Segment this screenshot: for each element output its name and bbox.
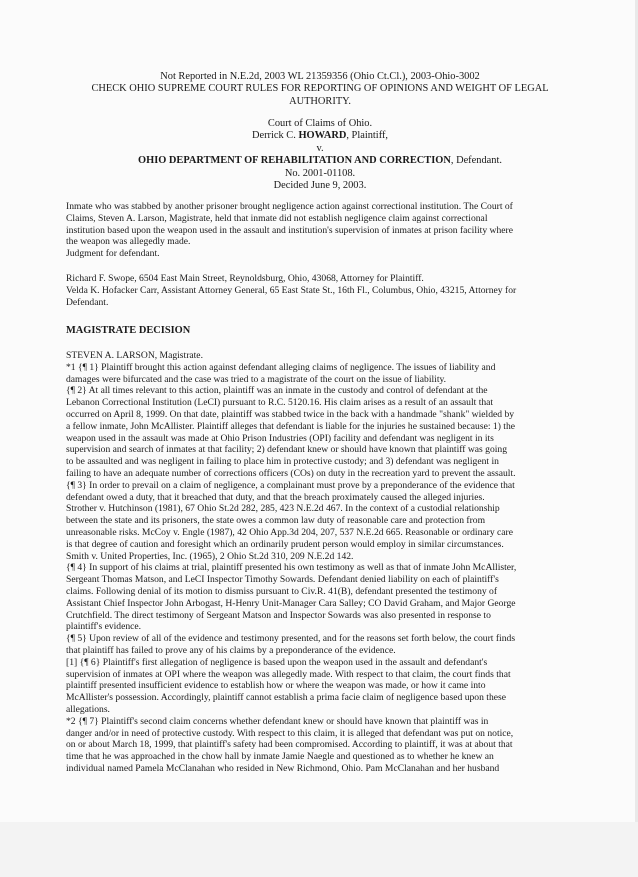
opinion-line: {¶ 5} Upon review of all of the evidence and testimony presented, and for the reasons set forth below, the court finds xyxy=(66,633,516,645)
summary-line: Judgment for defendant. xyxy=(66,248,160,260)
opinion-line: {¶ 2} At all times relevant to this action, plaintiff was an inmate in the custody and control of defendant at the xyxy=(66,385,488,397)
opinion-line: a fellow inmate, John McAllister. Plaintiff alleges that defendant is liable for the injuries he sustained because: 1) the xyxy=(66,420,516,432)
summary-line: Claims, Steven A. Larson, Magistrate, held that inmate did not establish negligence claim against correctional xyxy=(66,212,488,224)
opinion-line: plaintiff presented insufficient evidence to establish how or where the weapon was made, or how it came into xyxy=(66,680,486,692)
opinion-line: Assistant Chief Inspector John Arbogast, H-Henry Unit-Manager Cara Salley; CO David Graham, and Major George xyxy=(66,597,516,609)
opinion-line: between the state and its prisoners, the state owes a common law duty of reasonable care and protection from xyxy=(66,515,486,527)
plaintiff-name: HOWARD xyxy=(298,130,347,142)
summary-line: institution based upon the weapon used in the assault and institution's supervision of inmates at prison facility where xyxy=(66,224,513,236)
plaintiff-line xyxy=(60,130,580,142)
opinion-line: STEVEN A. LARSON, Magistrate. xyxy=(66,350,203,361)
section-heading: MAGISTRATE DECISION xyxy=(66,325,191,336)
opinion-line: Lebanon Correctional Institution (LeCI) pursuant to R.C. 5120.16. His claim arises as a result of an assault that xyxy=(66,397,494,409)
summary-line: the weapon was allegedly made. xyxy=(66,236,191,248)
opinion-line: Strother v. Hutchinson (1981), 67 Ohio St.2d 282, 285, 423 N.E.2d 467. In the context of a custodial relationship xyxy=(66,503,500,515)
opinion-line: McAllister's possession. Accordingly, plaintiff cannot establish a prima facie claim of negligence based upon these xyxy=(66,692,506,704)
blank-page-bottom xyxy=(0,822,638,877)
opinion-line: damages were bifurcated and the case was tried to a magistrate of the court on the issue of liability. xyxy=(66,373,447,385)
opinion-line: supervision and search of inmates at that facility; 2) defendant knew or should have known that plaintiff was going xyxy=(66,444,508,456)
opinion-line: occurred on April 8, 1999. On that date, plaintiff was stabbed twice in the back with a handmade "shank" wielded by xyxy=(66,408,515,420)
attorney-line: Richard F. Swope, 6504 East Main Street, Reynoldsburg, Ohio, 43068, Attorney for Plaintiff. xyxy=(66,273,424,284)
decision-date: Decided June 9, 2003. xyxy=(273,180,367,192)
opinion-line: individual named Pamela McClanahan who resided in New Richmond, Ohio. Pam McClanahan and her husband xyxy=(66,762,500,774)
opinion-line: *2 {¶ 7} Plaintiff's second claim concerns whether defendant knew or should have known that plaintiff was in xyxy=(66,715,489,727)
attorneys-block xyxy=(66,273,554,308)
opinion-line: unreasonable risks. McCoy v. Engle (1987), 42 Ohio App.3d 204, 207, 537 N.E.2d 665. Reasonable or ordinary care xyxy=(66,526,513,538)
reporter-header xyxy=(60,71,580,108)
opinion-line: supervision of inmates at OPI where the weapon was allegedly made. With respect to that claim, the court finds that xyxy=(66,668,511,680)
opinion-line: claims. Following denial of its motion to dismiss pursuant to Civ.R. 41(B), defendant presented the testimony of xyxy=(66,585,498,597)
opinion-line: failing to have an adequate number of corrections officers (COs) on duty in the recreation yard to prevent the assault. xyxy=(66,467,516,479)
reporting-warning-line-1: CHECK OHIO SUPREME COURT RULES FOR REPORTING OF OPINIONS AND WEIGHT OF LEGAL xyxy=(91,83,549,95)
defendant-line xyxy=(60,155,580,167)
opinion-line: Smith v. United Properties, Inc. (1965), 2 Ohio St.2d 310, 209 N.E.2d 142. xyxy=(66,550,354,562)
case-summary xyxy=(66,201,554,260)
opinion-line: plaintiff's evidence. xyxy=(66,621,142,633)
attorney-line: Velda K. Hofacker Carr, Assistant Attorney General, 65 East State St., 16th Fl., Columbus, Ohio, 43215, Attorney for xyxy=(66,284,517,296)
opinion-line: [1] {¶ 6} Plaintiff's first allegation of negligence is based upon the weapon used in the assault and defendant's xyxy=(66,656,488,668)
opinion-line: weapon used in the assault was made at Ohio Prison Industries (OPI) facility and defendant was negligent in its xyxy=(66,432,494,444)
opinion-line: defendant owed a duty, that it breached that duty, and that the breach proximately caused the alleged injuries. xyxy=(66,491,485,503)
reporting-warning-line-2: AUTHORITY. xyxy=(289,95,351,107)
opinion-line: to be assaulted and was negligent in failing to place him in protective custody; and 3) defendant was negligent in xyxy=(66,456,499,468)
plaintiff-prefix: Derrick C. xyxy=(251,130,299,142)
attorney-line: Defendant. xyxy=(66,296,109,308)
defendant-suffix: , Defendant. xyxy=(450,155,502,167)
opinion-line: Sergeant Thomas Matson, and LeCI Inspector Timothy Sowards. Defendant denied liability on each of plaintiff's xyxy=(66,574,499,586)
case-caption xyxy=(60,118,580,192)
opinion-line: {¶ 3} In order to prevail on a claim of negligence, a complainant must prove by a preponderance of the evidence that xyxy=(66,479,515,491)
case-number: No. 2001-01108. xyxy=(284,167,356,179)
opinion-line: danger and/or in need of protective custody. With respect to this claim, it is alleged that defendant was put on notice, xyxy=(66,727,514,739)
opinion-line: allegations. xyxy=(66,703,110,715)
defendant-name: OHIO DEPARTMENT OF REHABILITATION AND CORRECTION xyxy=(138,155,451,167)
citation-line: Not Reported in N.E.2d, 2003 WL 21359356 (Ohio Ct.Cl.), 2003-Ohio-3002 xyxy=(160,71,480,82)
opinion-line: Crutchfield. The direct testimony of Sergeant Matson and Inspector Sowards was also presented in response to xyxy=(66,609,491,621)
summary-line: Inmate who was stabbed by another prisoner brought negligence action against correctional institution. The Court of xyxy=(66,201,513,212)
opinion-line: *1 {¶ 1} Plaintiff brought this action against defendant alleging claims of negligence. The issues of liability and xyxy=(66,361,496,373)
opinion-line: is that degree of caution and foresight which an ordinarily prudent person would employ in similar circumstances. xyxy=(66,538,504,550)
opinion-body xyxy=(66,350,554,775)
court-name: Court of Claims of Ohio. xyxy=(267,118,373,129)
opinion-line: time that he was approached in the chow hall by inmate Jamie Naegle and questioned as to whether he knew an xyxy=(66,751,494,763)
opinion-line: that plaintiff has failed to prove any of his claims by a preponderance of the evidence. xyxy=(66,644,396,656)
plaintiff-suffix: , Plaintiff, xyxy=(346,130,389,142)
opinion-line: on or about March 18, 1999, that plaintiff's safety had been compromised. According to plaintiff, it was at about that xyxy=(66,739,513,751)
opinion-line: {¶ 4} In support of his claims at trial, plaintiff presented his own testimony as well as that of inmate John McAllister, xyxy=(66,562,517,574)
versus: v. xyxy=(316,142,324,154)
